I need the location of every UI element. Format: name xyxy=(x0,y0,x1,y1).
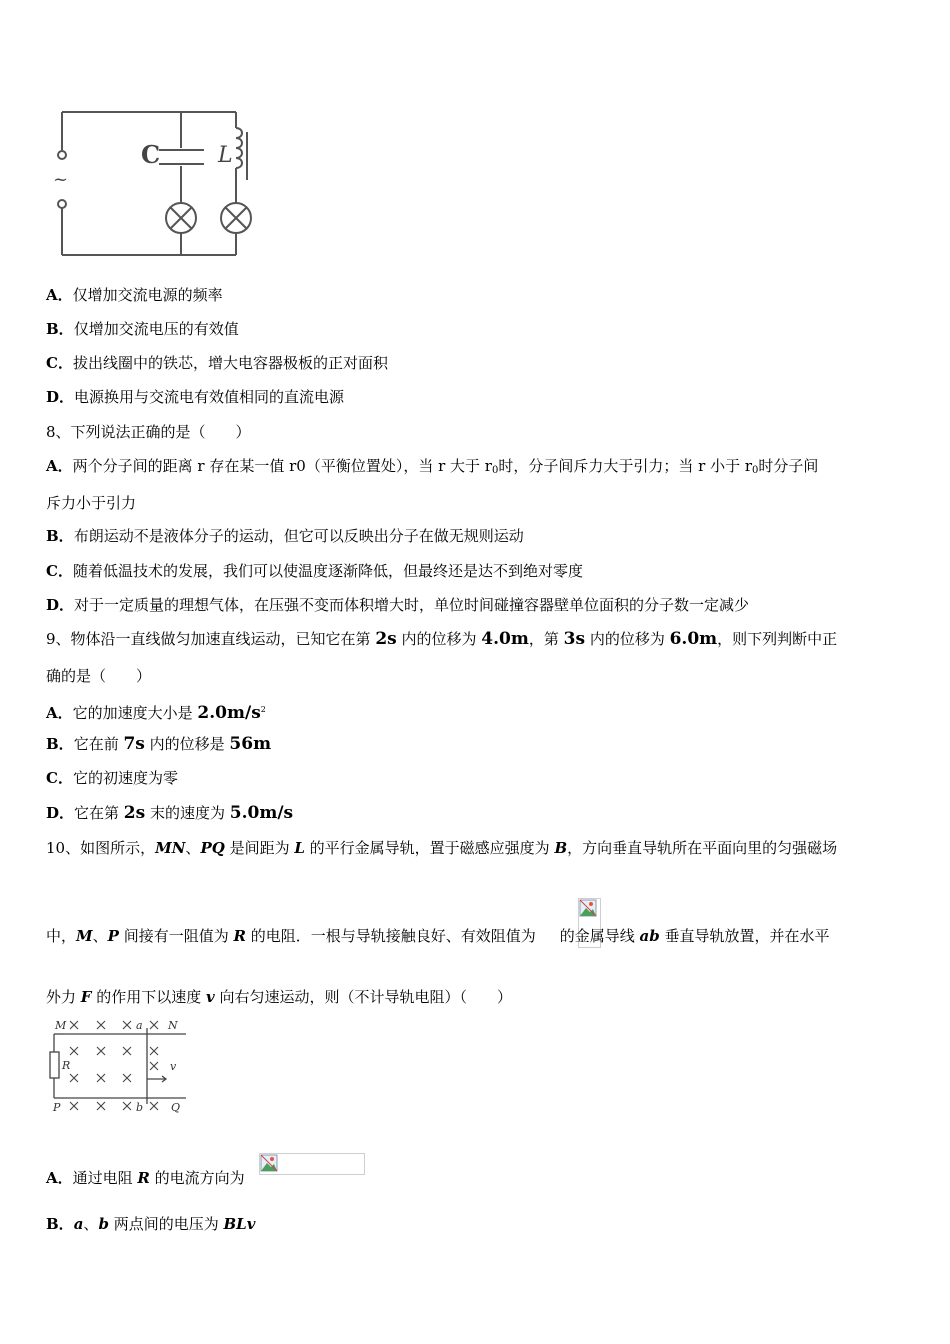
label-n: N xyxy=(168,1019,178,1032)
broken-image-icon xyxy=(579,899,597,917)
label-c: C xyxy=(141,140,161,169)
q7-option-d: D．电源换用与交流电有效值相同的直流电源 xyxy=(46,388,345,406)
label-a: a xyxy=(136,1019,143,1032)
q8-option-a-cont: 斥力小于引力 xyxy=(46,494,137,512)
q9-stem-cont: 确的是（ ） xyxy=(46,667,152,685)
q8-option-a: A．两个分子间的距离 r 存在某一值 r0（平衡位置处），当 r 大于 $r_0$时，分子间斥力大于引力；当 r 小于 $r_0$时分子间 xyxy=(46,457,819,476)
q9-option-b: B．它在前 7s 内的位移是 56m xyxy=(46,734,272,754)
label-q: Q xyxy=(171,1101,181,1114)
lc-circuit-figure xyxy=(46,100,276,265)
q8-option-c: C．随着低温技术的发展，我们可以使温度逐渐降低，但最终还是达不到绝对零度 xyxy=(46,562,583,580)
label-l: L xyxy=(218,143,233,168)
q10-stem-line1: 10、如图所示，MN、PQ 是间距为 L 的平行金属导轨，置于磁感应强度为 B，方向垂直导轨所在平面向里的匀强磁场 xyxy=(46,839,838,857)
q8-stem: 8、下列说法正确的是（ ） xyxy=(46,423,251,441)
rail-field-figure xyxy=(46,1016,196,1116)
q8-option-b: B．布朗运动不是液体分子的运动，但它可以反映出分子在做无规则运动 xyxy=(46,527,524,545)
label-b: b xyxy=(136,1101,144,1114)
q7-option-a: A．仅增加交流电源的频率 xyxy=(46,286,223,304)
label-v: v xyxy=(170,1060,177,1073)
source-symbol: ~ xyxy=(53,169,69,190)
q10-stem-line3: 外力 F 的作用下以速度 v 向右匀速运动，则（不计导轨电阻）（ ） xyxy=(46,988,512,1006)
broken-image-current-direction xyxy=(259,1153,365,1175)
q7-option-c: C．拔出线圈中的铁芯，增大电容器极板的正对面积 xyxy=(46,354,388,372)
label-m: M xyxy=(55,1019,67,1032)
q8-option-d: D．对于一定质量的理想气体，在压强不变而体积增大时，单位时间碰撞容器壁单位面积的分子数一定减少 xyxy=(46,596,750,614)
broken-image-icon xyxy=(260,1154,278,1172)
label-p: P xyxy=(53,1101,61,1114)
q10-option-b: B．a、b 两点间的电压为 BLv xyxy=(46,1215,256,1233)
label-r: R xyxy=(62,1059,71,1072)
q9-option-a: A．它的加速度大小是 $2.0m/s^2$ xyxy=(46,703,266,723)
q10-stem-line2: 中，M、P 间接有一阻值为 R 的电阻．一根与导轨接触良好、有效阻值为 的金属导线 ab 垂直导轨放置，并在水平 xyxy=(46,927,830,945)
q9-option-d: D．它在第 2s 末的速度为 5.0m/s xyxy=(46,803,294,823)
q9-stem: 9、物体沿一直线做匀加速直线运动，已知它在第 2s 内的位移为 4.0m，第 3s 内的位移为 6.0m，则下列判断中正 xyxy=(46,629,838,649)
q10-option-a: A．通过电阻 R 的电流方向为 xyxy=(46,1169,245,1187)
q7-option-b: B．仅增加交流电压的有效值 xyxy=(46,320,239,338)
q9-option-c: C．它的初速度为零 xyxy=(46,769,178,787)
